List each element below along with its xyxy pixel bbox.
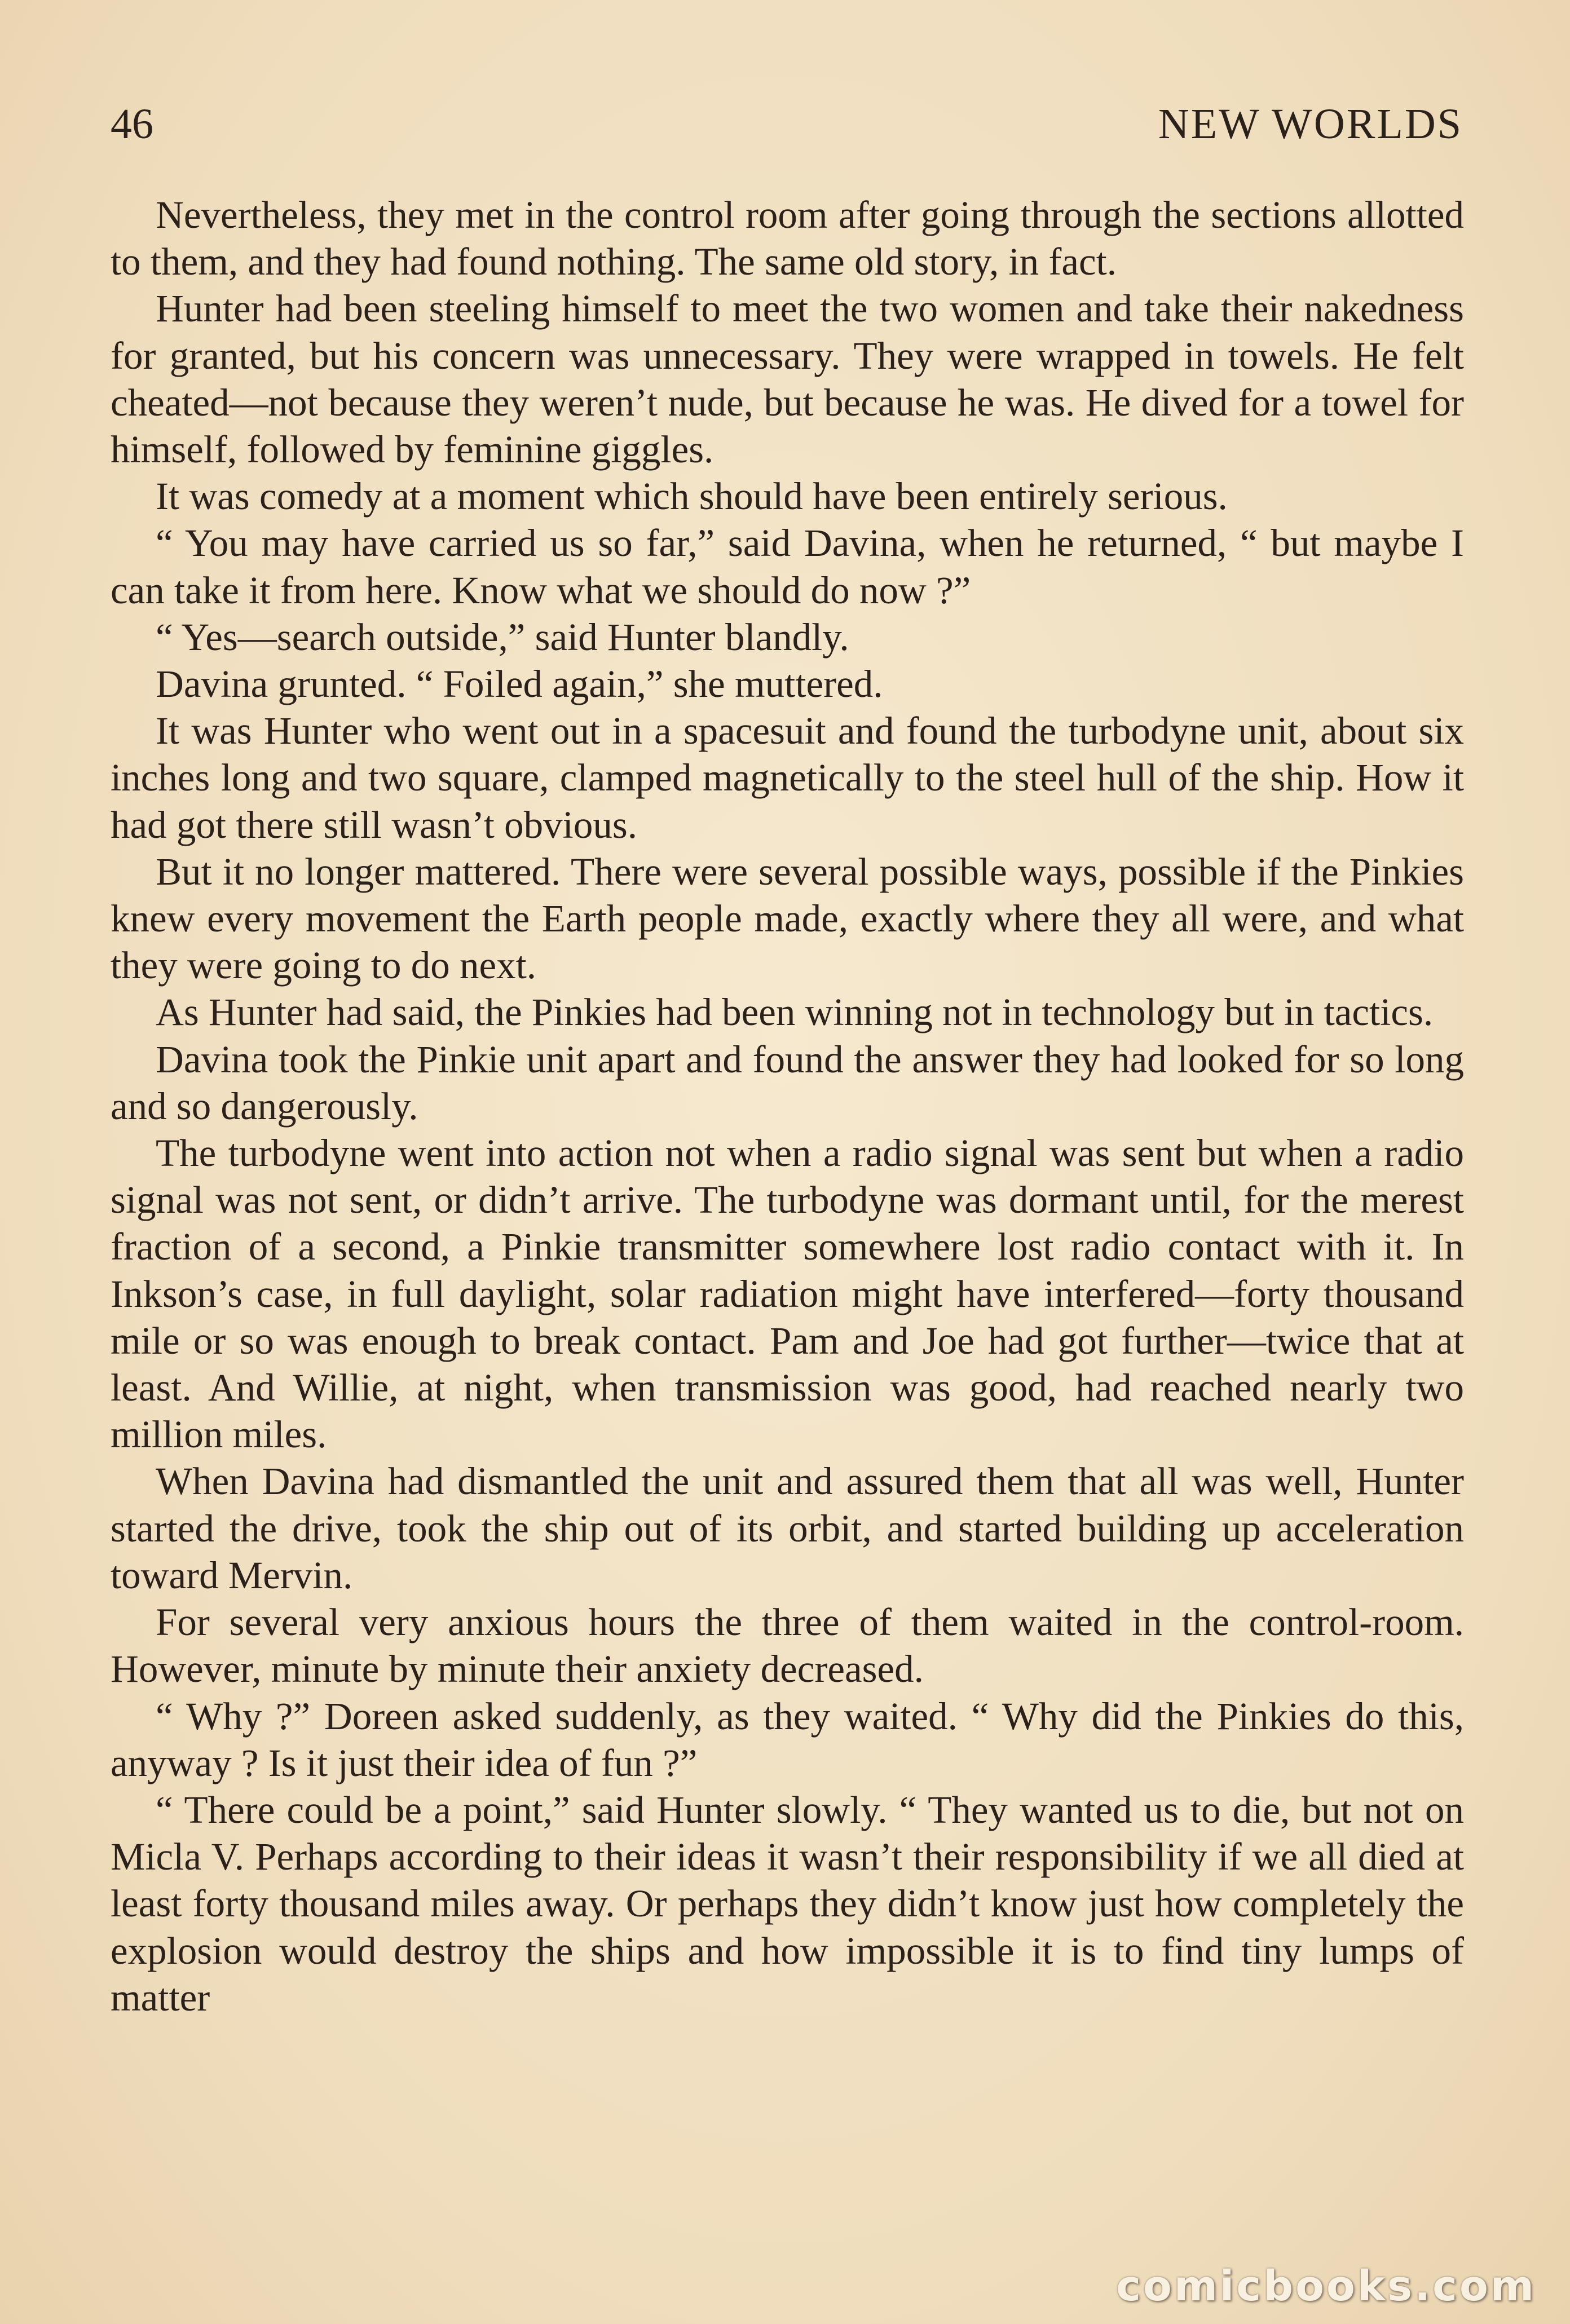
paragraph: It was comedy at a moment which should have been entirely serious. — [156, 475, 1228, 518]
paragraph: Davina took the Pinkie unit apart and found the answer they had looked for so long and so dangerously. — [111, 1037, 1464, 1128]
paragraph: For several very anxious hours the three of them waited in the control-room. However, minute by minute their anxiety decreased. — [111, 1601, 1464, 1691]
paragraph: “ Yes—search outside,” said Hunter blandly. — [156, 615, 849, 659]
paragraph: “ There could be a point,” said Hunter slowly. “ They wanted us to die, but not on Micla V. Perhaps according to their ideas it wasn’t their responsibility if we all died at least forty thousand miles away. Or perhaps they didn’t know just how completely the explosion would destroy the ships and how impossible it is to find tiny lumps of matter — [111, 1788, 1464, 2019]
body-text — [111, 192, 1464, 2021]
page-number: 46 — [111, 100, 153, 148]
paragraph: As Hunter had said, the Pinkies had been winning not in technology but in tactics. — [156, 991, 1434, 1034]
paragraph: “ Why ?” Doreen asked suddenly, as they waited. “ Why did the Pinkies do this, anyway ? Is it just their idea of fun ?” — [111, 1694, 1464, 1784]
paragraph: “ You may have carried us so far,” said Davina, when he returned, “ but maybe I can take it from here. Know what we should do now ?” — [111, 522, 1464, 612]
paragraph: Davina grunted. “ Foiled again,” she muttered. — [156, 662, 883, 706]
paragraph: The turbodyne went into action not when a radio signal was sent but when a radio signal was not sent, or didn’t arrive. The turbodyne was dormant until, for the merest fraction of a second, a Pinkie transmitter somewhere lost radio contact with it. In Inkson’s case, in full daylight, solar radiation might have interfered—forty thousand mile or so was enough to break contact. Pam and Joe had got further—twice that at least. And Willie, at night, when transmission was good, had reached nearly two million miles. — [111, 1132, 1464, 1456]
page-header — [111, 96, 1463, 152]
watermark: comicbooks.com — [1116, 2262, 1536, 2310]
paragraph: It was Hunter who went out in a spacesuit and found the turbodyne unit, about six inches long and two square, clamped magnetically to the steel hull of the ship. How it had got there still wasn’t obvious. — [111, 709, 1464, 846]
paragraph: Nevertheless, they met in the control room after going through the sections allotted to them, and they had found nothing. The same old story, in fact. — [111, 193, 1464, 284]
paragraph: When Davina had dismantled the unit and assured them that all was well, Hunter started the drive, took the ship out of its orbit, and started building up acceleration toward Mervin. — [111, 1460, 1464, 1597]
paragraph: But it no longer mattered. There were several possible ways, possible if the Pinkies knew every movement the Earth people made, exactly where they all were, and what they were going to do next. — [111, 850, 1464, 987]
running-head: NEW WORLDS — [1158, 100, 1463, 148]
paragraph: Hunter had been steeling himself to meet the two women and take their nakedness for granted, but his concern was unnecessary. They were wrapped in towels. He felt cheated—not because they weren’t nude, but because he was. He dived for a towel for himself, followed by feminine giggles. — [111, 287, 1464, 471]
